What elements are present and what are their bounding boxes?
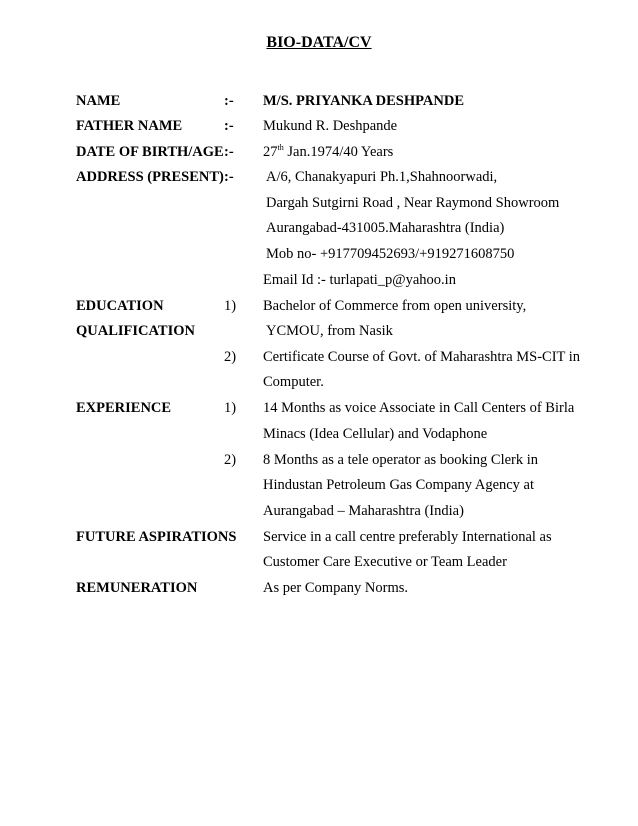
education-item-line: Bachelor of Commerce from open university, — [263, 298, 527, 314]
address-row — [0, 218, 638, 238]
experience-item-line: 14 Months as voice Associate in Call Centers of Birla — [263, 400, 575, 416]
experience-item-number: 1) — [224, 400, 237, 416]
education-item-number: 2) — [224, 349, 237, 365]
address-row — [0, 167, 638, 187]
father-name-row — [0, 116, 638, 136]
father-name-value: Mukund R. Deshpande — [263, 118, 398, 134]
experience-row — [0, 424, 638, 444]
address-line: Dargah Sutgirni Road , Near Raymond Showroom — [266, 195, 560, 211]
dob-day-suffix: th — [277, 143, 284, 153]
dob-rest: Jan.1974/40 Years — [283, 144, 394, 160]
dob-label: DATE OF BIRTH/AGE — [76, 144, 224, 160]
name-value: M/S. PRIYANKA DESHPANDE — [263, 93, 465, 109]
remuneration-label: REMUNERATION — [76, 580, 198, 596]
name-separator: :- — [224, 93, 234, 109]
experience-item-line: Aurangabad – Maharashtra (India) — [263, 503, 464, 519]
name-row — [0, 91, 638, 111]
address-label: ADDRESS (PRESENT) — [76, 169, 224, 185]
name-label: NAME — [76, 93, 121, 109]
education-item-line: YCMOU, from Nasik — [266, 323, 393, 339]
experience-row — [0, 475, 638, 495]
dob-separator: :- — [224, 144, 234, 160]
address-line: Aurangabad-431005.Maharashtra (India) — [266, 220, 505, 236]
education-item-number: 1) — [224, 298, 237, 314]
address-line: A/6, Chanakyapuri Ph.1,Shahnoorwadi, — [266, 169, 498, 185]
education-item-line: Certificate Course of Govt. of Maharashtra MS-CIT in — [263, 349, 581, 365]
experience-row — [0, 398, 638, 418]
dob-row — [0, 142, 638, 162]
aspirations-label: FUTURE ASPIRATIONS — [76, 529, 237, 545]
experience-item-number: 2) — [224, 452, 237, 468]
aspirations-line: Service in a call centre preferably International as — [263, 529, 552, 545]
education-row — [0, 321, 638, 341]
address-separator: :- — [224, 169, 234, 185]
experience-label: EXPERIENCE — [76, 400, 172, 416]
education-item-line: Computer. — [263, 374, 324, 390]
email-line: Email Id :- turlapati_p@yahoo.in — [263, 272, 456, 288]
aspirations-row — [0, 527, 638, 547]
document-title: BIO-DATA/CV — [266, 34, 372, 51]
dob-value — [263, 142, 393, 162]
education-label: EDUCATION — [76, 298, 164, 314]
remuneration-value: As per Company Norms. — [263, 580, 408, 596]
experience-item-line: 8 Months as a tele operator as booking Clerk in — [263, 452, 539, 468]
father-name-label: FATHER NAME — [76, 118, 183, 134]
experience-row — [0, 501, 638, 521]
experience-item-line: Hindustan Petroleum Gas Company Agency at — [263, 477, 535, 493]
aspirations-line: Customer Care Executive or Team Leader — [263, 554, 507, 570]
father-name-separator: :- — [224, 118, 234, 134]
dob-day: 27 — [263, 144, 278, 160]
address-row — [0, 244, 638, 264]
aspirations-row — [0, 552, 638, 572]
experience-item-line: Minacs (Idea Cellular) and Vodaphone — [263, 426, 488, 442]
education-row — [0, 347, 638, 367]
remuneration-row — [0, 578, 638, 598]
experience-row — [0, 450, 638, 470]
address-row — [0, 270, 638, 290]
address-row — [0, 193, 638, 213]
education-row — [0, 296, 638, 316]
mobile-line: Mob no- +917709452693/+919271608750 — [266, 246, 515, 262]
qualification-label: QUALIFICATION — [76, 323, 195, 339]
education-row — [0, 372, 638, 392]
